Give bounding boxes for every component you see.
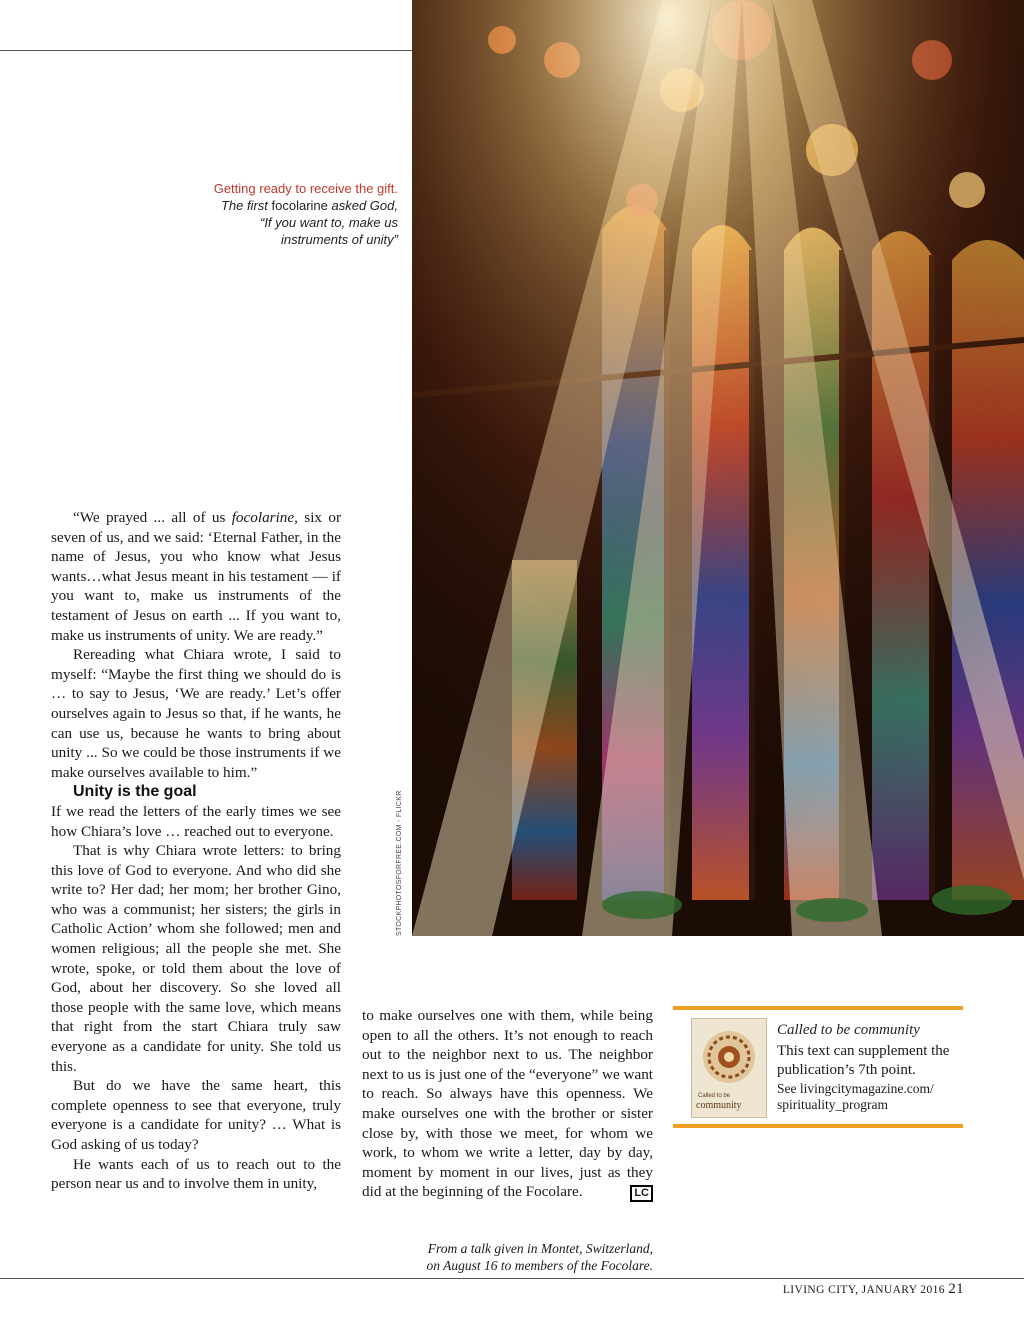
page-number: 21	[948, 1281, 964, 1297]
cover-illustration	[692, 1019, 766, 1117]
caption-lead: Getting ready to receive the gift.	[213, 181, 398, 196]
footer-label: LIVING CITY, JANUARY 2016	[782, 1284, 945, 1296]
attribution-line-2: on August 16 to members of the Focolare.	[426, 1258, 653, 1273]
paragraph-2: Rereading what Chiara wrote, I said to myself: “Maybe the first thing we should do is … to say to Jesus, ‘We are ready.’ Let’s offer ourselves again to Jesus so that, if he wants, he can use us, because he wants to bring about unity ... So we could be those instruments if we make ourselves available to him.”	[51, 646, 341, 781]
paragraph-7	[362, 1006, 653, 1202]
photo-caption	[138, 180, 398, 248]
sidebar-description: This text can supplement the publication’s 7th point.	[777, 1043, 950, 1078]
caption-italic-b: asked God,	[331, 198, 398, 213]
article-column-1	[51, 508, 341, 1194]
section-subhead: Unity is the goal	[73, 783, 197, 801]
paragraph-5: But do we have the same heart, this complete openness to see that everyone, truly everyone is a candidate for unity? … What is God asking of us today?	[51, 1077, 341, 1153]
article-column-2	[362, 1006, 653, 1202]
p7-text: to make ourselves one with them, while being open to all the others. It’s not enough to reach out to the neighbor next to us. The neighbor next to us is just one of the “everyone” we want to reach. So always have this openness. We make ourselves one with the brother or sister close by, with those we meet, for whom we work, to whom we write a letter, day by day, moment by moment in our lives, just as they did at the beginning of the Focolare.	[362, 1007, 654, 1201]
sidebar-link[interactable]: See livingcitymagazine.com/ spirituality_program	[777, 1081, 934, 1112]
sidebar-title: Called to be community	[777, 1022, 920, 1038]
thumb-small-text: Called to be	[698, 1093, 731, 1099]
lc-end-mark-icon: LC	[630, 1185, 653, 1202]
paragraph-3: If we read the letters of the early times we see how Chiara’s love … reached out to everyone.	[51, 802, 341, 840]
caption-italic-a: The first	[220, 198, 268, 213]
stained-glass-photo	[412, 0, 1024, 936]
paragraph-6: He wants each of us to reach out to the person near us and to involve them in unity,	[51, 1155, 341, 1193]
p1-text-b: , six or seven of us, and we said: ‘Eternal Father, in the name of Jesus, you who know what Jesus wants…what Jesus meant in his testament — if you want to, make us instruments of the testament of Jesus on earth ... If you want to, make us instruments of unity. We are ready.”	[51, 509, 341, 644]
caption-plain: focolarine	[267, 198, 332, 213]
stained-glass-illustration	[412, 0, 1024, 936]
p1-text-a: “We prayed ... all of us	[73, 509, 232, 526]
paragraph-1	[51, 508, 341, 645]
p1-emphasis: focolarine	[231, 509, 295, 526]
sidebar-box	[673, 1006, 963, 1128]
photo-credit: STOCKPHOTOSFORFREE.COM - FLICKR	[396, 790, 403, 936]
paragraph-4: That is why Chiara wrote letters: to bring this love of God to everyone. And who did she write to? Her dad; her mom; her brother Gino, who was a communist; her sisters; the girls in Catholic Action’ whom she followed; men and women religious; all the people she met. She wrote, spoke, or told them about the love of God, about her discovery. So she loved all those people with the same love, which means that right from the start Chiara truly saw everyone as a candidate for unity. She told us this.	[51, 842, 341, 1075]
thumb-big-text: community	[696, 1100, 742, 1111]
source-attribution	[362, 1240, 653, 1274]
attribution-line-1: From a talk given in Montet, Switzerland,	[427, 1241, 653, 1256]
caption-line3: instruments of unity”	[280, 232, 398, 247]
caption-line2: “If you want to, make us	[259, 215, 398, 230]
bottom-rule	[0, 1278, 1024, 1279]
publication-cover-thumbnail	[691, 1018, 767, 1118]
top-rule	[0, 50, 412, 51]
page-footer	[783, 1281, 964, 1298]
